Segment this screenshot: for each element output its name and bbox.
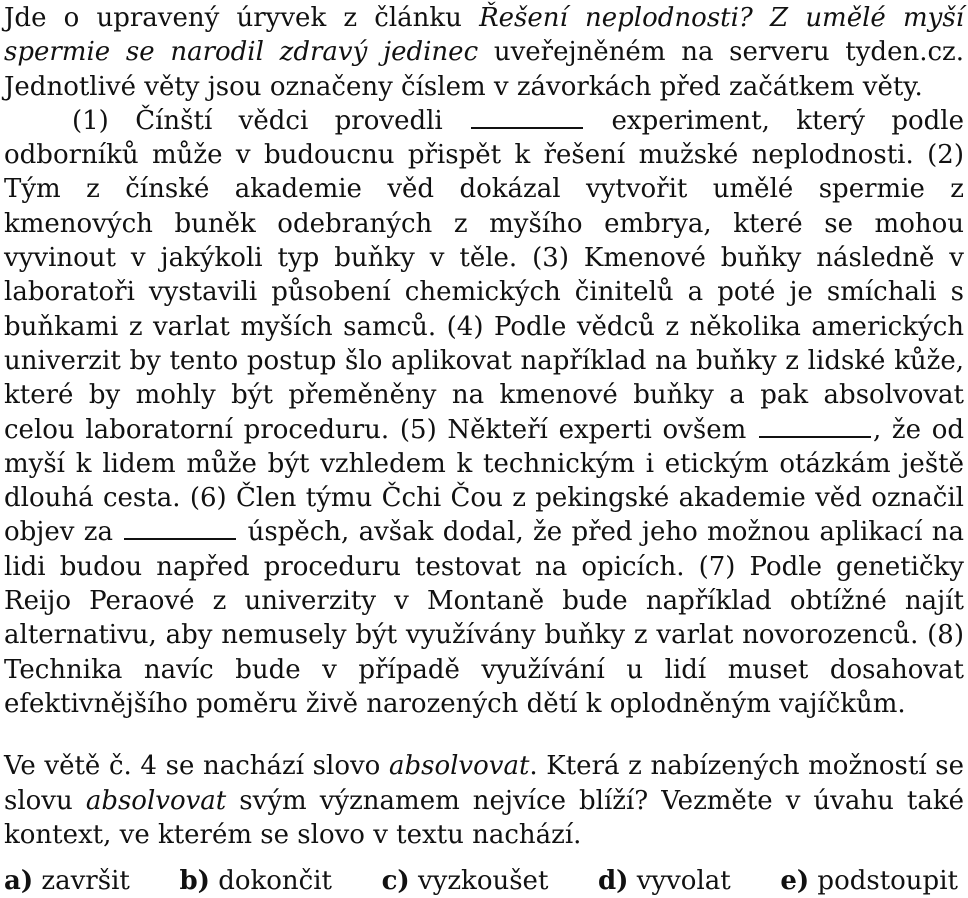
intro-paragraph: [4, 1, 964, 104]
option-d[interactable]: [598, 864, 731, 898]
article-title: Řešení neplodnosti? Z umělé myší spermie se narodil zdravý jedinec: [4, 3, 964, 68]
sentences-6-8: úspěch, avšak dodal, že před jeho možnou aplikací na lidi budou napřed proceduru testovat na opicích. (7) Podle genetičky Reijo Peraové z univerzity v Montaně bude například obtížné najít alternativu, aby nemusely být využívány buňky z varlat novorozenců. (8) Technika navíc bude v případě využívání u lidí muset dosahovat efektivnějšího poměru živě narozených dětí k oplodněným vajíčkům.: [4, 517, 964, 719]
option-text: podstoupit: [817, 866, 958, 897]
blank-3: [124, 518, 236, 540]
option-letter: c): [381, 866, 410, 897]
blank-2: [759, 416, 871, 438]
option-letter: d): [597, 866, 629, 897]
option-b[interactable]: [179, 864, 332, 898]
option-letter: b): [179, 866, 210, 897]
question-word-2: absolvovat: [85, 785, 227, 816]
option-letter: a): [4, 866, 34, 897]
question-text-2: . Která z nabízených možností se slovu: [4, 751, 965, 816]
option-c[interactable]: [382, 864, 549, 898]
answer-options: [4, 864, 964, 898]
sentences-5-6: , že od myší k lidem může být vzhledem k technickým i etickým otázkám ještě dlouhá cesta. (6) Člen týmu Čchi Čou z pekingské akademie věd označil objev za: [4, 414, 964, 548]
option-text: dokončit: [218, 866, 332, 897]
question-word-1: absolvovat: [388, 751, 530, 782]
article-paragraph: [4, 104, 964, 721]
question-text-1: Ve větě č. 4 se nachází slovo: [4, 751, 389, 782]
question-text-3: svým významem nejvíce blíží? Vezměte v úvahu také kontext, ve kterém se slovo v textu nachází.: [4, 785, 965, 850]
option-a[interactable]: [4, 864, 130, 898]
option-text: vyvolat: [636, 866, 731, 897]
question-paragraph: [4, 749, 964, 852]
document-page: [0, 1, 968, 897]
option-text: završit: [41, 866, 130, 897]
option-text: vyzkoušet: [417, 866, 549, 897]
option-e[interactable]: [780, 864, 958, 898]
sentence-1-start: (1) Čínští vědci provedli: [72, 105, 470, 136]
intro-text: Jde o upravený úryvek z článku: [4, 3, 480, 33]
sentences-1-5: experiment, který podle odborníků může v budoucnu přispět k řešení mužské neplodnosti. (2) Tým z čínské akademie věd dokázal vytvořit umělé spermie z kmenových buněk odebraných z myšího embrya, které se mohou vyvinout v jakýkoli typ buňky v těle. (3) Kmenové buňky následně v laboratoři vystavili působení chemických činitelů a poté je smíchali s buňkami z varlat myších samců. (4) Podle vědců z několika amerických univerzit by tento postup šlo aplikovat například na buňky z lidské kůže, které by mohly být přeměněny na kmenové buňky a pak absolvovat celou laboratorní proceduru. (5) Někteří experti ovšem: [4, 105, 964, 445]
option-letter: e): [780, 866, 810, 897]
blank-1: [471, 107, 583, 129]
intro-text-end: uveřejněném na serveru tyden.cz. Jednotlivé věty jsou označeny číslem v závorkách před začátkem věty.: [4, 37, 964, 102]
